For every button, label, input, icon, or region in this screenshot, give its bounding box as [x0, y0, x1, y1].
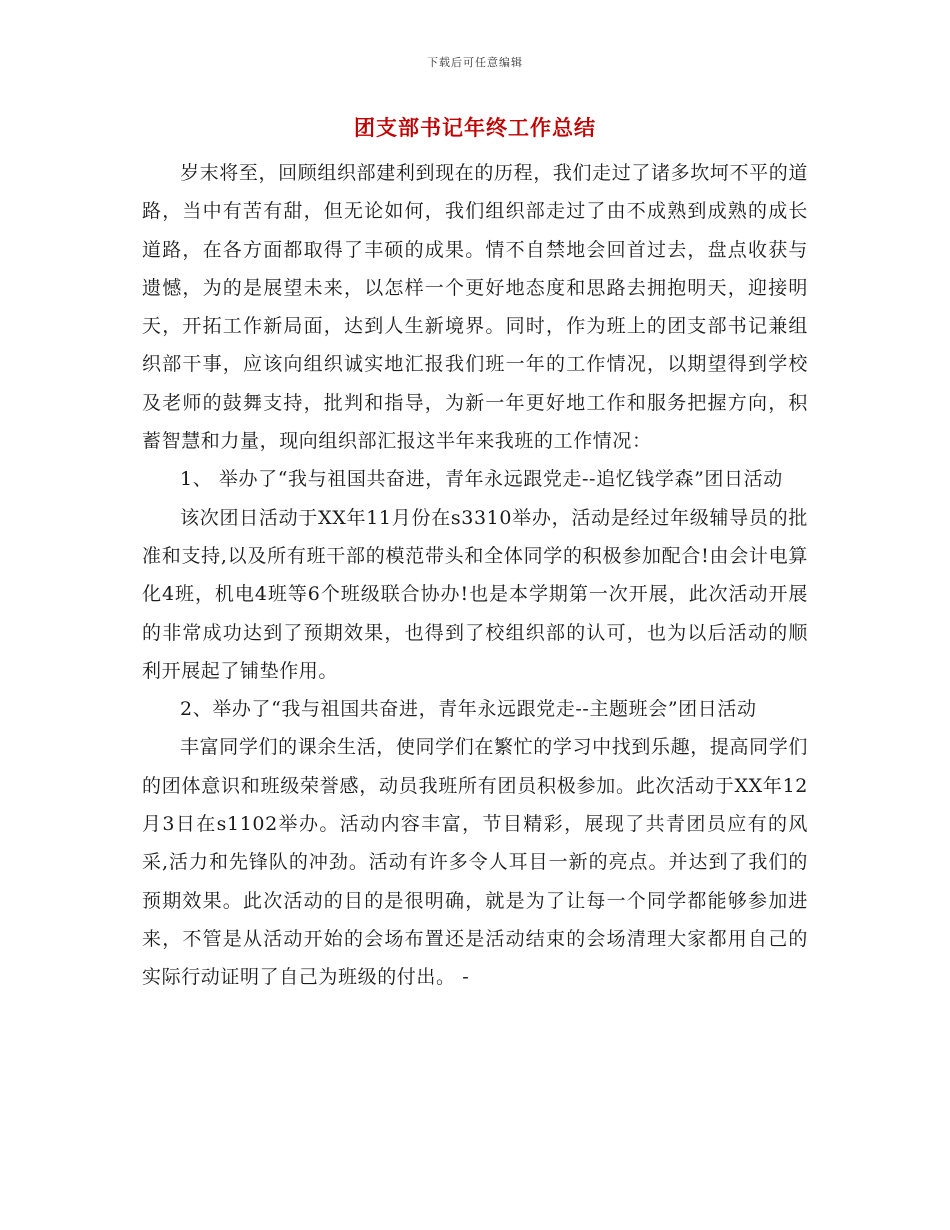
paragraph-item-2-heading: 2、举办了“我与祖国共奋进，青年永远跟党走--主题班会”团日活动	[180, 698, 757, 721]
paragraph-item-2-body: 丰富同学们的课余生活，使同学们在繁忙的学习中找到乐趣，提高同学们的团体意识和班级荣誉感，动员我班所有团员积极参加。此次活动于XX年12月3日在s1102举办。活动内容丰富，节目精彩，展现了共青团员应有的风采,活力和先锋队的冲劲。活动有许多令人耳目一新的亮点。并达到了我们的预期效果。此次活动的目的是很明确，就是为了让每一个同学都能够参加进来，不管是从活动开始的会场布置还是活动结束的会场清理大家都用自己的实际行动证明了自己为班级的付出。 -	[142, 736, 808, 989]
paragraph-item-1-heading: 1、 举办了“我与祖国共奋进，青年永远跟党走--追忆钱学森”团日活动	[180, 468, 783, 491]
header-note: 下载后可任意编辑	[427, 56, 523, 69]
paragraph-item-1-body: 该次团日活动于XX年11月份在s3310举办，活动是经过年级辅导员的批准和支持,以及所有班干部的模范带头和全体同学的积极参加配合!由会计电算化4班，机电4班等6个班级联合协办!也是本学期第一次开展，此次活动开展的非常成功达到了预期效果，也得到了校组织部的认可，也为以后活动的顺利开展起了铺垫作用。	[142, 506, 808, 682]
document-body	[142, 154, 808, 997]
paragraph-intro: 岁末将至，回顾组织部建利到现在的历程，我们走过了诸多坎坷不平的道路，当中有苦有甜，但无论如何，我们组织部走过了由不成熟到成熟的成长道路，在各方面都取得了丰硕的成果。情不自禁地会回首过去，盘点收获与遗憾，为的是展望未来，以怎样一个更好地态度和思路去拥抱明天，迎接明天，开拓工作新局面，达到人生新境界。同时，作为班上的团支部书记兼组织部干事，应该向组织诚实地汇报我们班一年的工作情况，以期望得到学校及老师的鼓舞支持，批判和指导，为新一年更好地工作和服务把握方向，积蓄智慧和力量，现向组织部汇报这半年来我班的工作情况：	[142, 162, 808, 453]
document-title: 团支部书记年终工作总结	[354, 115, 596, 140]
